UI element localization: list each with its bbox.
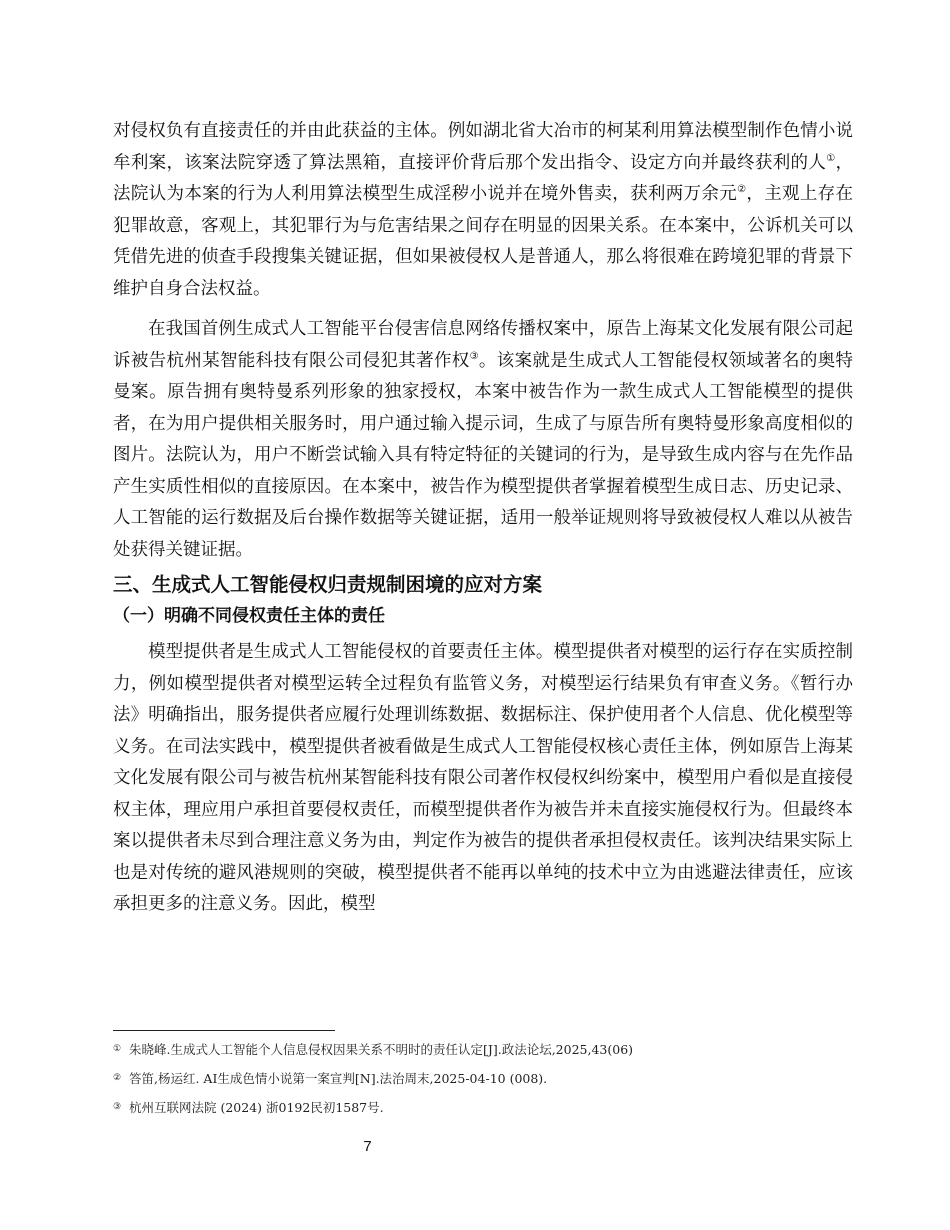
footnote-3 (113, 1098, 853, 1127)
footnote-ref-2[interactable]: ② (737, 184, 747, 195)
footnote-3-mark: ③ (113, 1102, 122, 1112)
footnote-2-mark: ② (113, 1073, 122, 1083)
paragraph-1-text-2: ，法院认为本案的行为人利用算法模型生成淫秽小说并在境外售卖，获利两万余元 (113, 152, 853, 204)
footnote-2 (113, 1069, 853, 1098)
footnote-ref-3[interactable]: ③ (469, 350, 479, 362)
footnote-1 (113, 1040, 853, 1069)
footnote-1-text: 朱晓峰.生成式人工智能个人信息侵权因果关系不明时的责任认定[J].政法论坛,2025,43(06) (129, 1042, 634, 1057)
section-heading: 三、生成式人工智能侵权归责规制困境的应对方案 (113, 573, 543, 596)
footnote-ref-1[interactable]: ① (826, 152, 836, 164)
paragraph-3: 模型提供者是生成式人工智能侵权的首要责任主体。模型提供者对模型的运行存在实质控制力，例如模型提供者对模型运转全过程负有监管义务，对模型运行结果负有审查义务。《暂行办法》明确指出，服务提供者应履行处理训练数据、数据标注、保护使用者个人信息、优化模型等义务。在司法实践中，模型提供者被看做是生成式人工智能侵权核心责任主体，例如原告上海某文化发展有限公司与被告杭州某智能科技有限公司著作权侵权纠纷案中，模型用户看似是直接侵权主体，理应用户承担首要侵权责任，而模型提供者作为被告并未直接实施侵权行为。但最终本案以提供者未尽到合理注意义务为由，判定作为被告的提供者承担侵权责任。该判决结果实际上也是对传统的避风港规则的突破，模型提供者不能再以单纯的技术中立为由逃避法律责任，应该承担更多的注意义务。因此，模型 (113, 642, 853, 914)
footnote-divider (113, 1030, 335, 1031)
footnote-3-text: 杭州互联网法院 (2024) 浙0192民初1587号. (129, 1100, 384, 1115)
paragraph-1 (113, 116, 853, 305)
paragraph-1-text-3: ，主观上存在犯罪故意，客观上，其犯罪行为与危害结果之间存在明显的因果关系。在本案中，公诉机关可以凭借先进的侦查手段搜集关键证据，但如果被侵权人是普通人，那么将很难在跨境犯罪的背景下维护自身合法权益。 (113, 184, 854, 299)
paragraph-2-text-2: 。该案就是生成式人工智能侵权领域著名的奥特曼案。原告拥有奥特曼系列形象的独家授权，本案中被告作为一款生成式人工智能模型的提供者，在为用户提供相关服务时，用户通过输入提示词，生成了与原告所有奥特曼形象高度相似的图片。法院认为，用户不断尝试输入具有特定特征的关键词的行为，是导致生成内容与在先作品产生实质性相似的直接原因。在本案中，被告作为模型提供者掌握着模型生成日志、历史记录、人工智能的运行数据及后台操作数据等关键证据，适用一般举证规则将导致被侵权人难以从被告处获得关键证据。 (113, 350, 854, 560)
page-number: 7 (363, 1138, 372, 1155)
paragraph-2-text-1: 在我国首例生成式人工智能平台侵害信息网络传播权案中，原告上海某文化发展有限公司起诉被告杭州某智能科技有限公司侵犯其著作权 (113, 319, 853, 371)
subsection-heading: （一）明确不同侵权责任主体的责任 (113, 606, 385, 626)
paragraph-2 (113, 314, 853, 566)
footnote-1-mark: ① (113, 1044, 122, 1054)
paragraph-1-text-1: 对侵权负有直接责任的并由此获益的主体。例如湖北省大冶市的柯某利用算法模型制作色情小说牟利案，该案法院穿透了算法黑箱，直接评价背后那个发出指令、设定方向并最终获利的人 (113, 121, 853, 173)
footnote-2-text: 答笛,杨运红. AI生成色情小说第一案宣判[N].法治周末,2025-04-10 (008). (129, 1071, 548, 1086)
footnotes (113, 1040, 853, 1127)
document-body (113, 116, 853, 921)
